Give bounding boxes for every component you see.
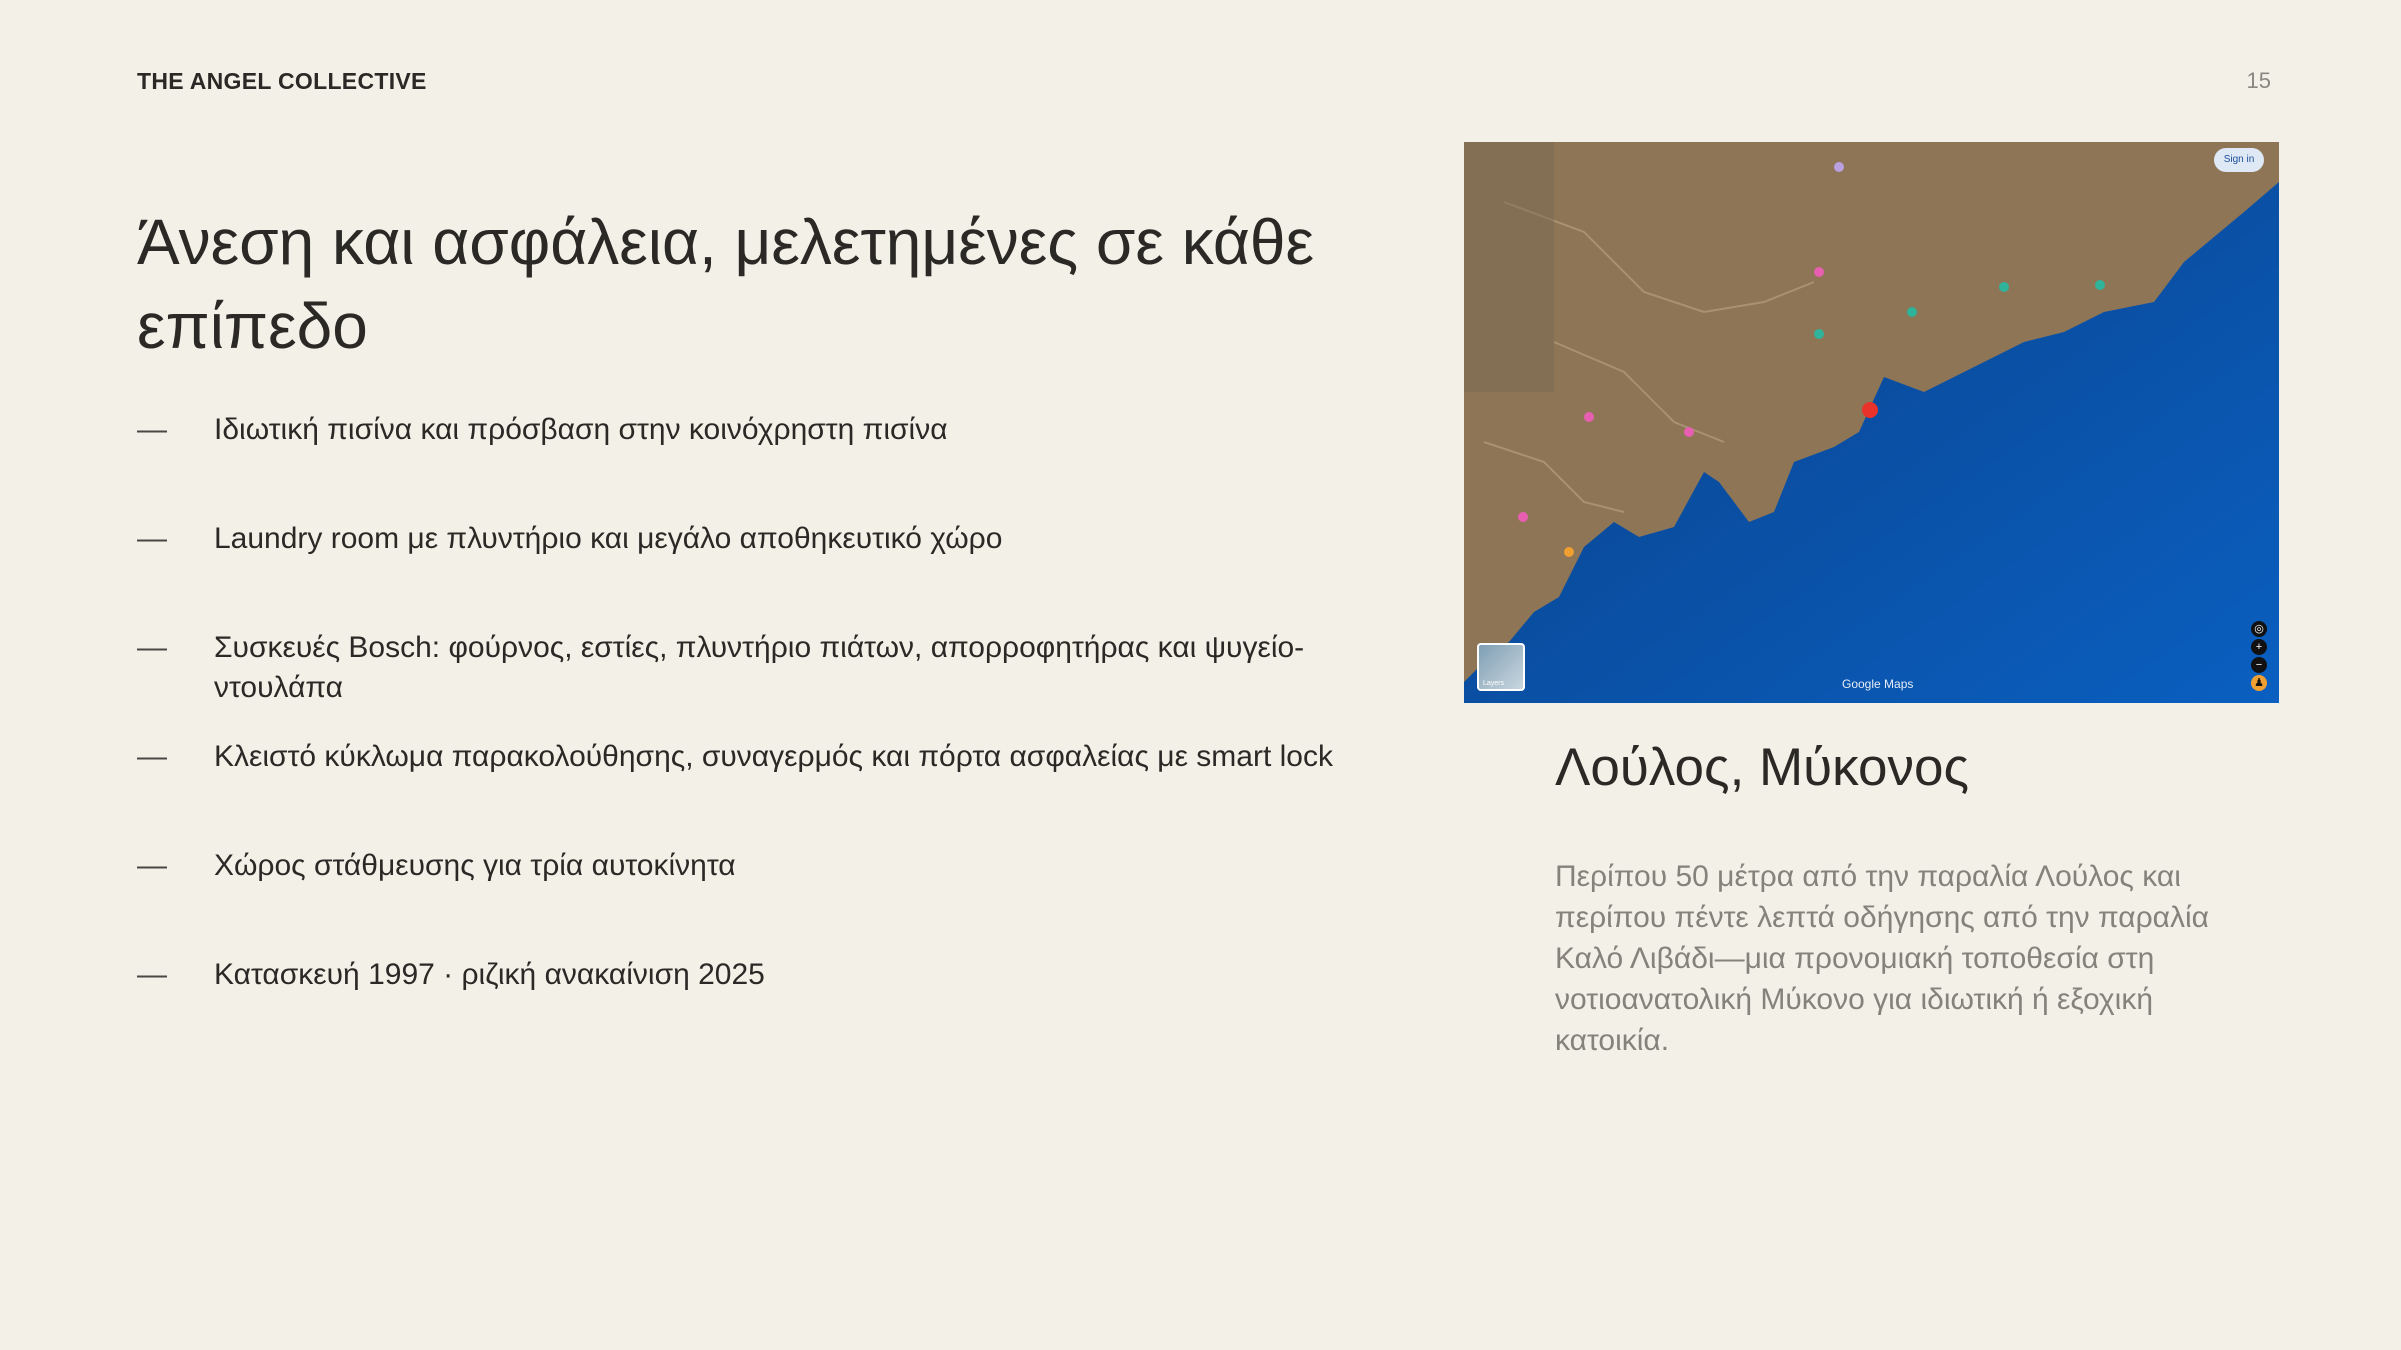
sign-in-button[interactable]: Sign in <box>2214 148 2264 172</box>
feature-item <box>137 410 1397 519</box>
poi-marker-icon <box>1907 307 1917 317</box>
dash-bullet: — <box>137 413 167 446</box>
dash-bullet: — <box>137 958 167 991</box>
land-shade <box>1464 142 1554 392</box>
slide-title: Άνεση και ασφάλεια, μελετημένες σε κάθε επίπεδο <box>137 206 1315 362</box>
dash-bullet: — <box>137 522 167 555</box>
feature-text: Κλειστό κύκλωμα παρακολούθησης, συναγερμός και πόρτα ασφαλείας με smart lock <box>214 740 1333 773</box>
poi-marker-icon <box>1999 282 2009 292</box>
dash-bullet: — <box>137 849 167 882</box>
feature-text: Κατασκευή 1997 · ριζική ανακαίνιση 2025 <box>214 958 765 991</box>
page-number: 15 <box>2246 68 2271 93</box>
satellite-map[interactable] <box>1464 142 2279 703</box>
pegman-icon[interactable]: ♟ <box>2251 675 2267 691</box>
poi-marker-icon <box>1834 162 1844 172</box>
feature-list <box>137 410 1397 1064</box>
feature-item <box>137 519 1397 628</box>
feature-item <box>137 628 1397 737</box>
poi-marker-icon <box>1584 412 1594 422</box>
dash-bullet: — <box>137 740 167 773</box>
feature-item <box>137 737 1397 846</box>
map-attribution: Google Maps <box>1842 677 1914 691</box>
feature-item <box>137 955 1397 1064</box>
location-description: Περίπου 50 μέτρα από την παραλία Λούλος και περίπου πέντε λεπτά οδήγησης από την παραλία Καλό Λιβάδι—μια προνομιακή τοποθεσία στη νοτιοανατολική Μύκονο για ιδιωτική ή εξοχική κατοικία. <box>1555 860 2210 1057</box>
locate-icon[interactable]: ◎ <box>2251 621 2267 637</box>
location-title: Λούλος, Μύκονος <box>1555 738 1970 797</box>
poi-marker-icon <box>1684 427 1694 437</box>
poi-marker-icon <box>1814 329 1824 339</box>
feature-text: Χώρος στάθμευσης για τρία αυτοκίνητα <box>214 849 736 882</box>
feature-text: Laundry room με πλυντήριο και μεγάλο αποθηκευτικό χώρο <box>214 522 1003 555</box>
layers-label: Layers <box>1483 680 1505 687</box>
zoom-out-icon[interactable]: − <box>2251 657 2267 673</box>
poi-marker-icon <box>1518 512 1528 522</box>
dash-bullet: — <box>137 631 167 664</box>
map-terrain <box>1464 142 2279 703</box>
layers-button[interactable] <box>1477 643 1525 691</box>
feature-item <box>137 846 1397 955</box>
feature-text: Συσκευές Bosch: φούρνος, εστίες, πλυντήριο πιάτων, απορροφητήρας και ψυγείο-ντουλάπα <box>214 631 1305 704</box>
location-pin-icon <box>1862 402 1878 418</box>
poi-marker-icon <box>1814 267 1824 277</box>
poi-marker-icon <box>1564 547 1574 557</box>
zoom-in-icon[interactable]: + <box>2251 639 2267 655</box>
feature-text: Ιδιωτική πισίνα και πρόσβαση στην κοινόχρηστη πισίνα <box>214 413 948 446</box>
poi-marker-icon <box>2095 280 2105 290</box>
brand-name: THE ANGEL COLLECTIVE <box>137 68 427 94</box>
